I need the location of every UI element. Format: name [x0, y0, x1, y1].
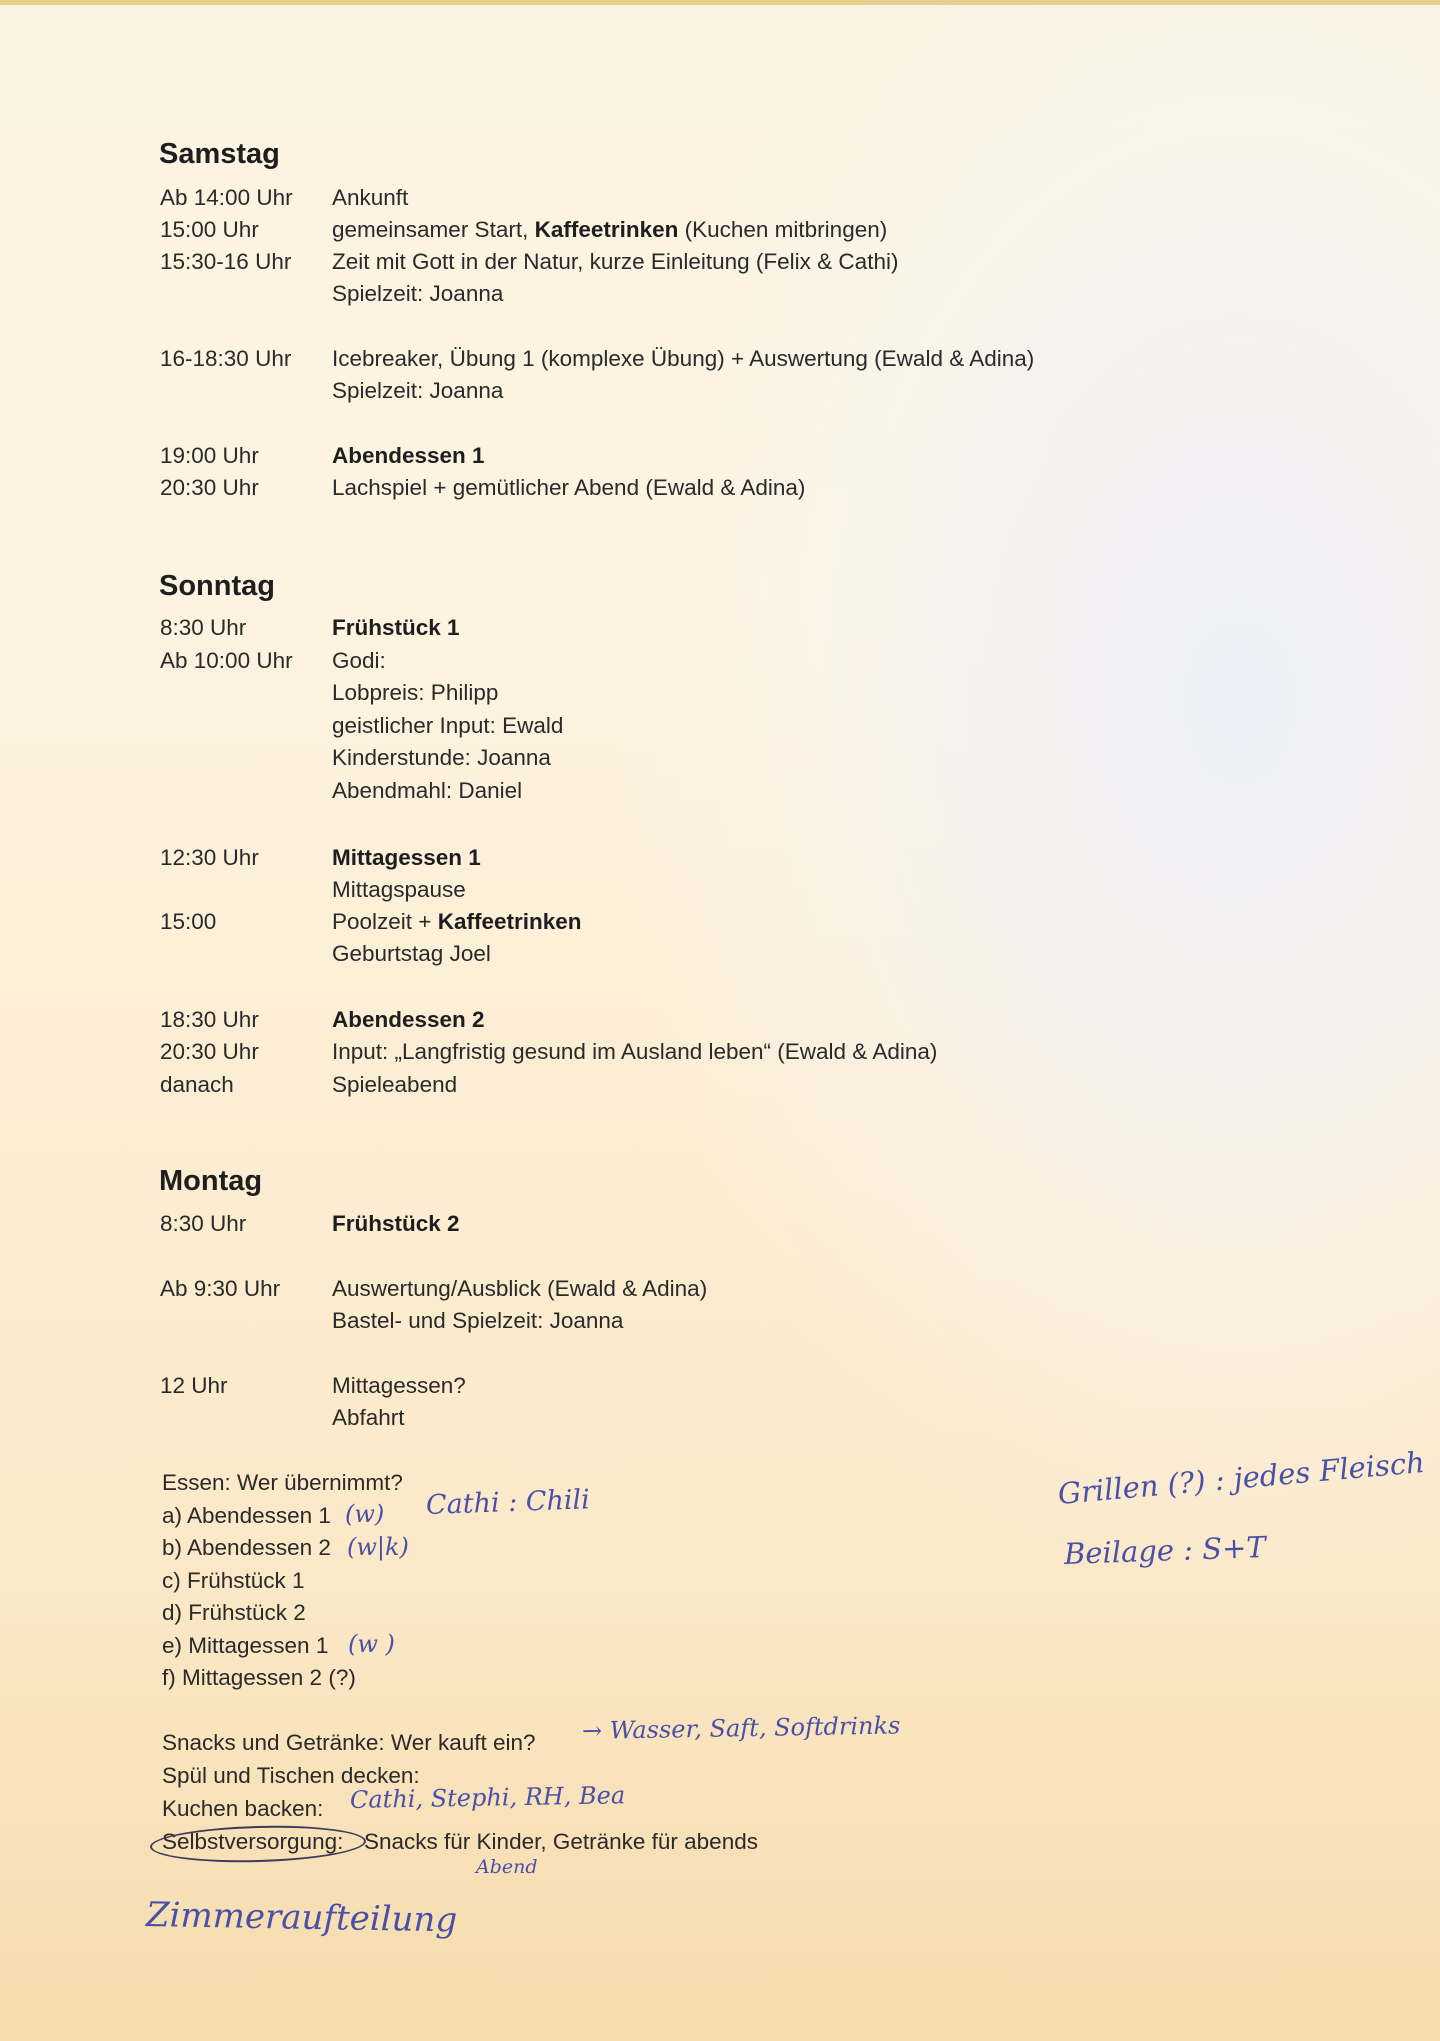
activity-text: Spielzeit: Joanna: [332, 281, 504, 306]
activity-text: Abendmahl: Daniel: [332, 778, 523, 803]
schedule-activity: [332, 842, 481, 874]
schedule-activity: [332, 1069, 457, 1101]
handwritten-note: Cathi, Stephi, RH, Bea: [349, 1781, 626, 1814]
essen-item: e) Mittagessen 1: [162, 1633, 329, 1658]
activity-text: geistlicher Input: Ewald: [332, 713, 564, 738]
activity-bold-text: Frühstück 2: [332, 1211, 460, 1236]
activity-bold-text: Abendessen 1: [332, 443, 485, 468]
activity-text: Spielzeit: Joanna: [332, 378, 504, 403]
handwritten-mark: (w|k): [347, 1533, 409, 1561]
schedule-time: 15:00 Uhr: [160, 217, 259, 242]
essen-item: c) Frühstück 1: [162, 1568, 305, 1593]
snacks-line: Snacks und Getränke: Wer kauft ein?: [162, 1730, 536, 1755]
schedule-activity: [332, 938, 491, 970]
day-heading-sonntag: Sonntag: [159, 570, 275, 602]
handwritten-note: Abend: [476, 1856, 538, 1878]
handwritten-note: Zimmeraufteilung: [145, 1895, 458, 1941]
schedule-activity: [332, 612, 460, 644]
activity-text: Mittagessen?: [332, 1373, 466, 1398]
schedule-activity: [332, 906, 582, 938]
activity-text: Bastel- und Spielzeit: Joanna: [332, 1308, 624, 1333]
schedule-time: danach: [160, 1072, 234, 1097]
schedule-activity: [332, 472, 805, 504]
schedule-time: 19:00 Uhr: [160, 443, 259, 468]
schedule-time: 12:30 Uhr: [160, 845, 259, 870]
handwritten-note: Cathi : Chili: [425, 1484, 591, 1521]
activity-text: Geburtstag Joel: [332, 941, 491, 966]
handwritten-mark: (w): [345, 1500, 385, 1528]
schedule-activity: [332, 1036, 937, 1068]
handwritten-note: Grillen (?) : jedes Fleisch: [1056, 1444, 1427, 1511]
schedule-time: 15:30-16 Uhr: [160, 249, 292, 274]
activity-text: Lachspiel + gemütlicher Abend (Ewald & Adina): [332, 475, 806, 500]
essen-item: b) Abendessen 2: [162, 1535, 331, 1560]
selbstversorgung-text: Snacks für Kinder, Getränke für abends: [364, 1829, 758, 1854]
schedule-time: 18:30 Uhr: [160, 1007, 259, 1032]
schedule-activity: [332, 182, 408, 214]
activity-text: Poolzeit +: [332, 909, 438, 934]
schedule-activity: [332, 440, 485, 472]
activity-text: Zeit mit Gott in der Natur, kurze Einleitung (Felix & Cathi): [332, 249, 899, 274]
activity-text: Mittagspause: [332, 877, 466, 902]
activity-text: Kinderstunde: Joanna: [332, 745, 551, 770]
schedule-activity: [332, 1273, 707, 1305]
schedule-activity: [332, 343, 1034, 375]
activity-text: (Kuchen mitbringen): [678, 217, 888, 242]
schedule-activity: [332, 1004, 485, 1036]
schedule-activity: [332, 677, 498, 709]
activity-text: gemeinsamer Start,: [332, 217, 535, 242]
selbstversorgung-label: Selbstversorgung:: [162, 1829, 344, 1854]
activity-bold-text: Frühstück 1: [332, 615, 460, 640]
schedule-activity: [332, 1305, 623, 1337]
activity-text: Abfahrt: [332, 1405, 405, 1430]
activity-text: Spieleabend: [332, 1072, 458, 1097]
schedule-time: 8:30 Uhr: [160, 615, 247, 640]
paper-edge: [0, 0, 1440, 5]
schedule-activity: [332, 1370, 466, 1402]
schedule-time: 16-18:30 Uhr: [160, 346, 292, 371]
day-heading-montag: Montag: [159, 1165, 263, 1197]
schedule-activity: [332, 710, 563, 742]
essen-item: a) Abendessen 1: [162, 1503, 331, 1528]
handwritten-note: → Wasser, Saft, Softdrinks: [581, 1711, 901, 1745]
activity-text: Auswertung/Ausblick (Ewald & Adina): [332, 1276, 708, 1301]
schedule-activity: [332, 375, 503, 407]
schedule-activity: [332, 246, 898, 278]
activity-bold-text: Kaffeetrinken: [534, 217, 679, 242]
schedule-activity: [332, 278, 503, 310]
activity-text: Lobpreis: Philipp: [332, 680, 499, 705]
day-heading-samstag: Samstag: [159, 138, 280, 170]
schedule-activity: [332, 742, 551, 774]
schedule-activity: [332, 1208, 460, 1240]
spuel-line: Spül und Tischen decken:: [162, 1763, 420, 1788]
activity-text: Godi:: [332, 648, 386, 673]
schedule-time: 20:30 Uhr: [160, 1039, 259, 1064]
activity-text: Ankunft: [332, 185, 409, 210]
schedule-activity: [332, 1402, 405, 1434]
activity-bold-text: Kaffeetrinken: [437, 909, 582, 934]
schedule-activity: [332, 645, 386, 677]
schedule-time: 20:30 Uhr: [160, 475, 259, 500]
schedule-time: Ab 14:00 Uhr: [160, 185, 293, 210]
schedule-activity: [332, 214, 887, 246]
handwritten-mark: (w ): [348, 1630, 395, 1658]
activity-bold-text: Abendessen 2: [332, 1007, 485, 1032]
schedule-time: 15:00: [160, 909, 217, 934]
schedule-activity: [332, 775, 522, 807]
essen-heading: Essen: Wer übernimmt?: [162, 1470, 403, 1495]
schedule-time: Ab 9:30 Uhr: [160, 1276, 281, 1301]
activity-text: Input: „Langfristig gesund im Ausland leben“ (Ewald & Adina): [332, 1039, 938, 1064]
schedule-activity: [332, 874, 466, 906]
schedule-time: 8:30 Uhr: [160, 1211, 247, 1236]
schedule-time: 12 Uhr: [160, 1373, 228, 1398]
schedule-time: Ab 10:00 Uhr: [160, 648, 293, 673]
kuchen-line: Kuchen backen:: [162, 1796, 324, 1821]
essen-item: f) Mittagessen 2 (?): [162, 1665, 356, 1690]
essen-item: d) Frühstück 2: [162, 1600, 306, 1625]
handwritten-note: Beilage : S+T: [1063, 1529, 1267, 1571]
activity-text: Icebreaker, Übung 1 (komplexe Übung) + Auswertung (Ewald & Adina): [332, 346, 1035, 371]
activity-bold-text: Mittagessen 1: [332, 845, 481, 870]
